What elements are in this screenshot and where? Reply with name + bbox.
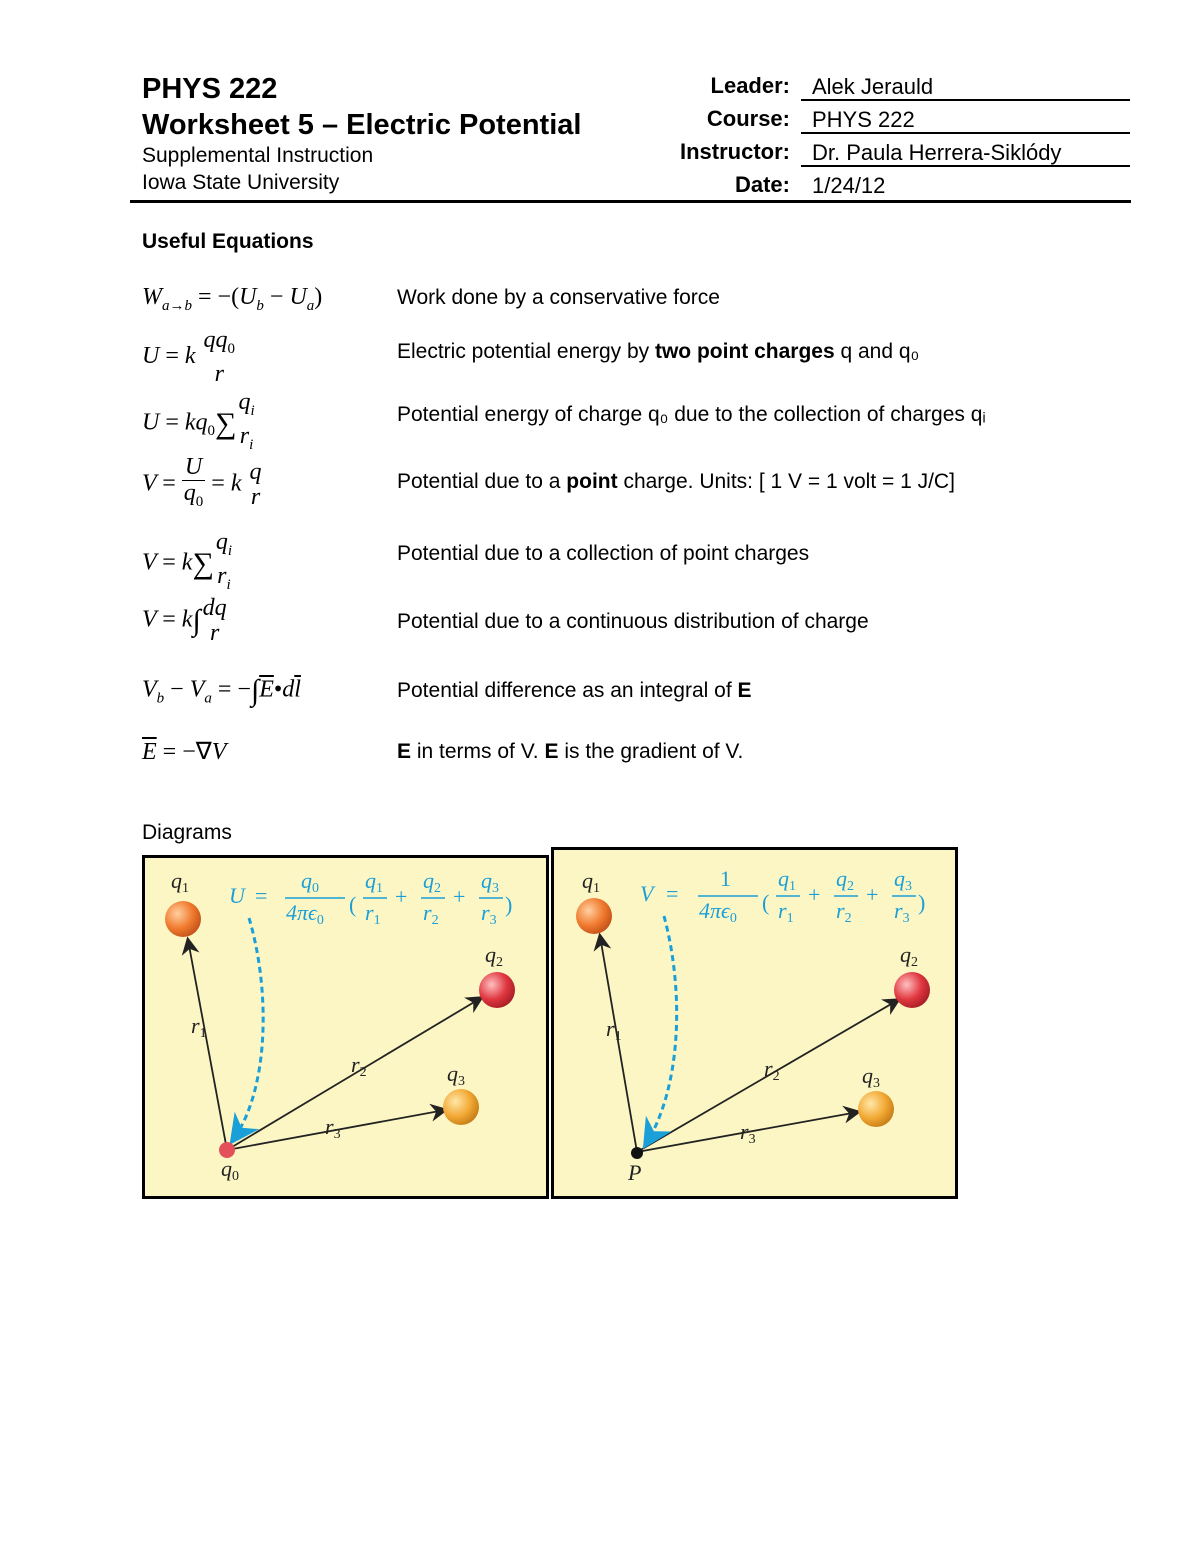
svg-text:4πϵ0: 4πϵ0 bbox=[699, 898, 737, 926]
equation-potential-point: V = $\frac{U}{q_0}$ = k q r bbox=[142, 455, 263, 515]
svg-text:r1: r1 bbox=[365, 900, 381, 928]
svg-text:+: + bbox=[453, 884, 466, 909]
svg-text:): ) bbox=[505, 892, 513, 917]
meta-value: Alek Jerauld bbox=[801, 70, 1130, 101]
header-divider bbox=[130, 200, 1131, 203]
course-code: PHYS 222 bbox=[142, 73, 278, 105]
svg-text:r2: r2 bbox=[423, 900, 439, 928]
svg-text:q2: q2 bbox=[485, 942, 503, 970]
svg-text:q1: q1 bbox=[365, 868, 383, 896]
svg-text:4πϵ0: 4πϵ0 bbox=[286, 900, 324, 928]
svg-text:=: = bbox=[666, 881, 679, 906]
svg-text:): ) bbox=[918, 890, 926, 915]
svg-text:r2: r2 bbox=[836, 898, 852, 926]
meta-instructor bbox=[600, 136, 1130, 169]
meta-label: Instructor: bbox=[680, 139, 790, 164]
equation-potential-continuous: V = k∫ dq r bbox=[142, 595, 227, 646]
svg-text:q0: q0 bbox=[301, 868, 319, 896]
equation-description: Potential due to a continuous distribution of charge bbox=[397, 610, 869, 633]
svg-text:+: + bbox=[395, 884, 408, 909]
meta-label: Date: bbox=[734, 172, 790, 197]
svg-text:(: ( bbox=[762, 890, 770, 915]
svg-text:r3: r3 bbox=[740, 1119, 756, 1147]
svg-text:=: = bbox=[255, 883, 268, 908]
meta-course bbox=[600, 103, 1130, 136]
header-left bbox=[142, 72, 581, 196]
svg-text:r2: r2 bbox=[764, 1056, 780, 1084]
svg-text:(: ( bbox=[349, 892, 357, 917]
meta-value: PHYS 222 bbox=[801, 103, 1130, 134]
svg-text:U: U bbox=[229, 883, 245, 908]
svg-text:q1: q1 bbox=[778, 866, 796, 894]
equation-potential-energy-pair: U = k $qq_0$ r bbox=[142, 327, 236, 387]
equation-potential-energy-collection: $U = kq_0\sum$ $q_i$ $r_i$ bbox=[142, 389, 255, 453]
equation-description: Potential difference as an integral of E bbox=[397, 679, 752, 702]
program-name: Supplemental Instruction bbox=[142, 144, 374, 167]
svg-text:q3: q3 bbox=[481, 868, 499, 896]
diagrams-heading: Diagrams bbox=[142, 821, 232, 844]
svg-text:q3: q3 bbox=[894, 866, 912, 894]
diagram-potential-energy bbox=[142, 855, 549, 1199]
svg-text:r1: r1 bbox=[606, 1016, 622, 1044]
header-meta bbox=[600, 70, 1130, 202]
svg-text:q1: q1 bbox=[171, 868, 189, 896]
svg-text:r1: r1 bbox=[778, 898, 794, 926]
svg-text:+: + bbox=[808, 882, 821, 907]
meta-leader bbox=[600, 70, 1130, 103]
equation-description: Work done by a conservative force bbox=[397, 286, 720, 309]
worksheet-title: Worksheet 5 – Electric Potential bbox=[142, 109, 582, 141]
svg-text:q3: q3 bbox=[862, 1063, 880, 1091]
meta-value: Dr. Paula Herrera-Siklódy bbox=[801, 136, 1130, 167]
svg-text:+: + bbox=[866, 882, 879, 907]
equation-description: Potential due to a collection of point charges bbox=[397, 542, 810, 565]
equation-field-gradient: $\overline{E} = -\nabla V$ bbox=[142, 739, 227, 765]
svg-text:q3: q3 bbox=[447, 1061, 465, 1089]
useful-equations-heading: Useful Equations bbox=[142, 230, 314, 253]
svg-text:q2: q2 bbox=[900, 942, 918, 970]
meta-date bbox=[600, 169, 1130, 202]
svg-text:V: V bbox=[640, 881, 654, 906]
svg-text:q1: q1 bbox=[582, 868, 600, 896]
equation-description: E in terms of V. E is the gradient of V. bbox=[397, 740, 744, 763]
university-name: Iowa State University bbox=[142, 171, 340, 194]
svg-text:r3: r3 bbox=[325, 1114, 341, 1142]
equation-description: Potential due to a point charge. Units: [ 1 V = 1 volt = 1 J/C] bbox=[397, 470, 955, 493]
diagram-potential bbox=[551, 847, 958, 1199]
svg-text:q2: q2 bbox=[423, 868, 441, 896]
equation-description: Potential energy of charge q₀ due to the collection of charges qᵢ bbox=[397, 403, 986, 426]
svg-text:r3: r3 bbox=[894, 898, 910, 926]
equation-work: $W_{a\to b} = -(U_b - U_a)$ bbox=[142, 284, 323, 314]
equation-potential-collection: V = k∑ $q_i$ $r_i$ bbox=[142, 529, 232, 593]
svg-text:q2: q2 bbox=[836, 866, 854, 894]
svg-text:r1: r1 bbox=[191, 1013, 207, 1041]
meta-label: Leader: bbox=[710, 73, 790, 98]
equation-potential-difference: $V_b - V_a$ = $-\int\overline{E}•d\overline{l}$ bbox=[142, 674, 301, 707]
equation-description: Electric potential energy by two point charges q and q₀ bbox=[397, 340, 920, 363]
svg-text:r2: r2 bbox=[351, 1052, 367, 1080]
meta-label: Course: bbox=[706, 106, 790, 131]
svg-text:1: 1 bbox=[720, 866, 731, 891]
svg-text:q0: q0 bbox=[221, 1156, 239, 1184]
svg-text:P: P bbox=[628, 1160, 642, 1185]
svg-text:r3: r3 bbox=[481, 900, 497, 928]
meta-value: 1/24/12 bbox=[812, 173, 886, 198]
